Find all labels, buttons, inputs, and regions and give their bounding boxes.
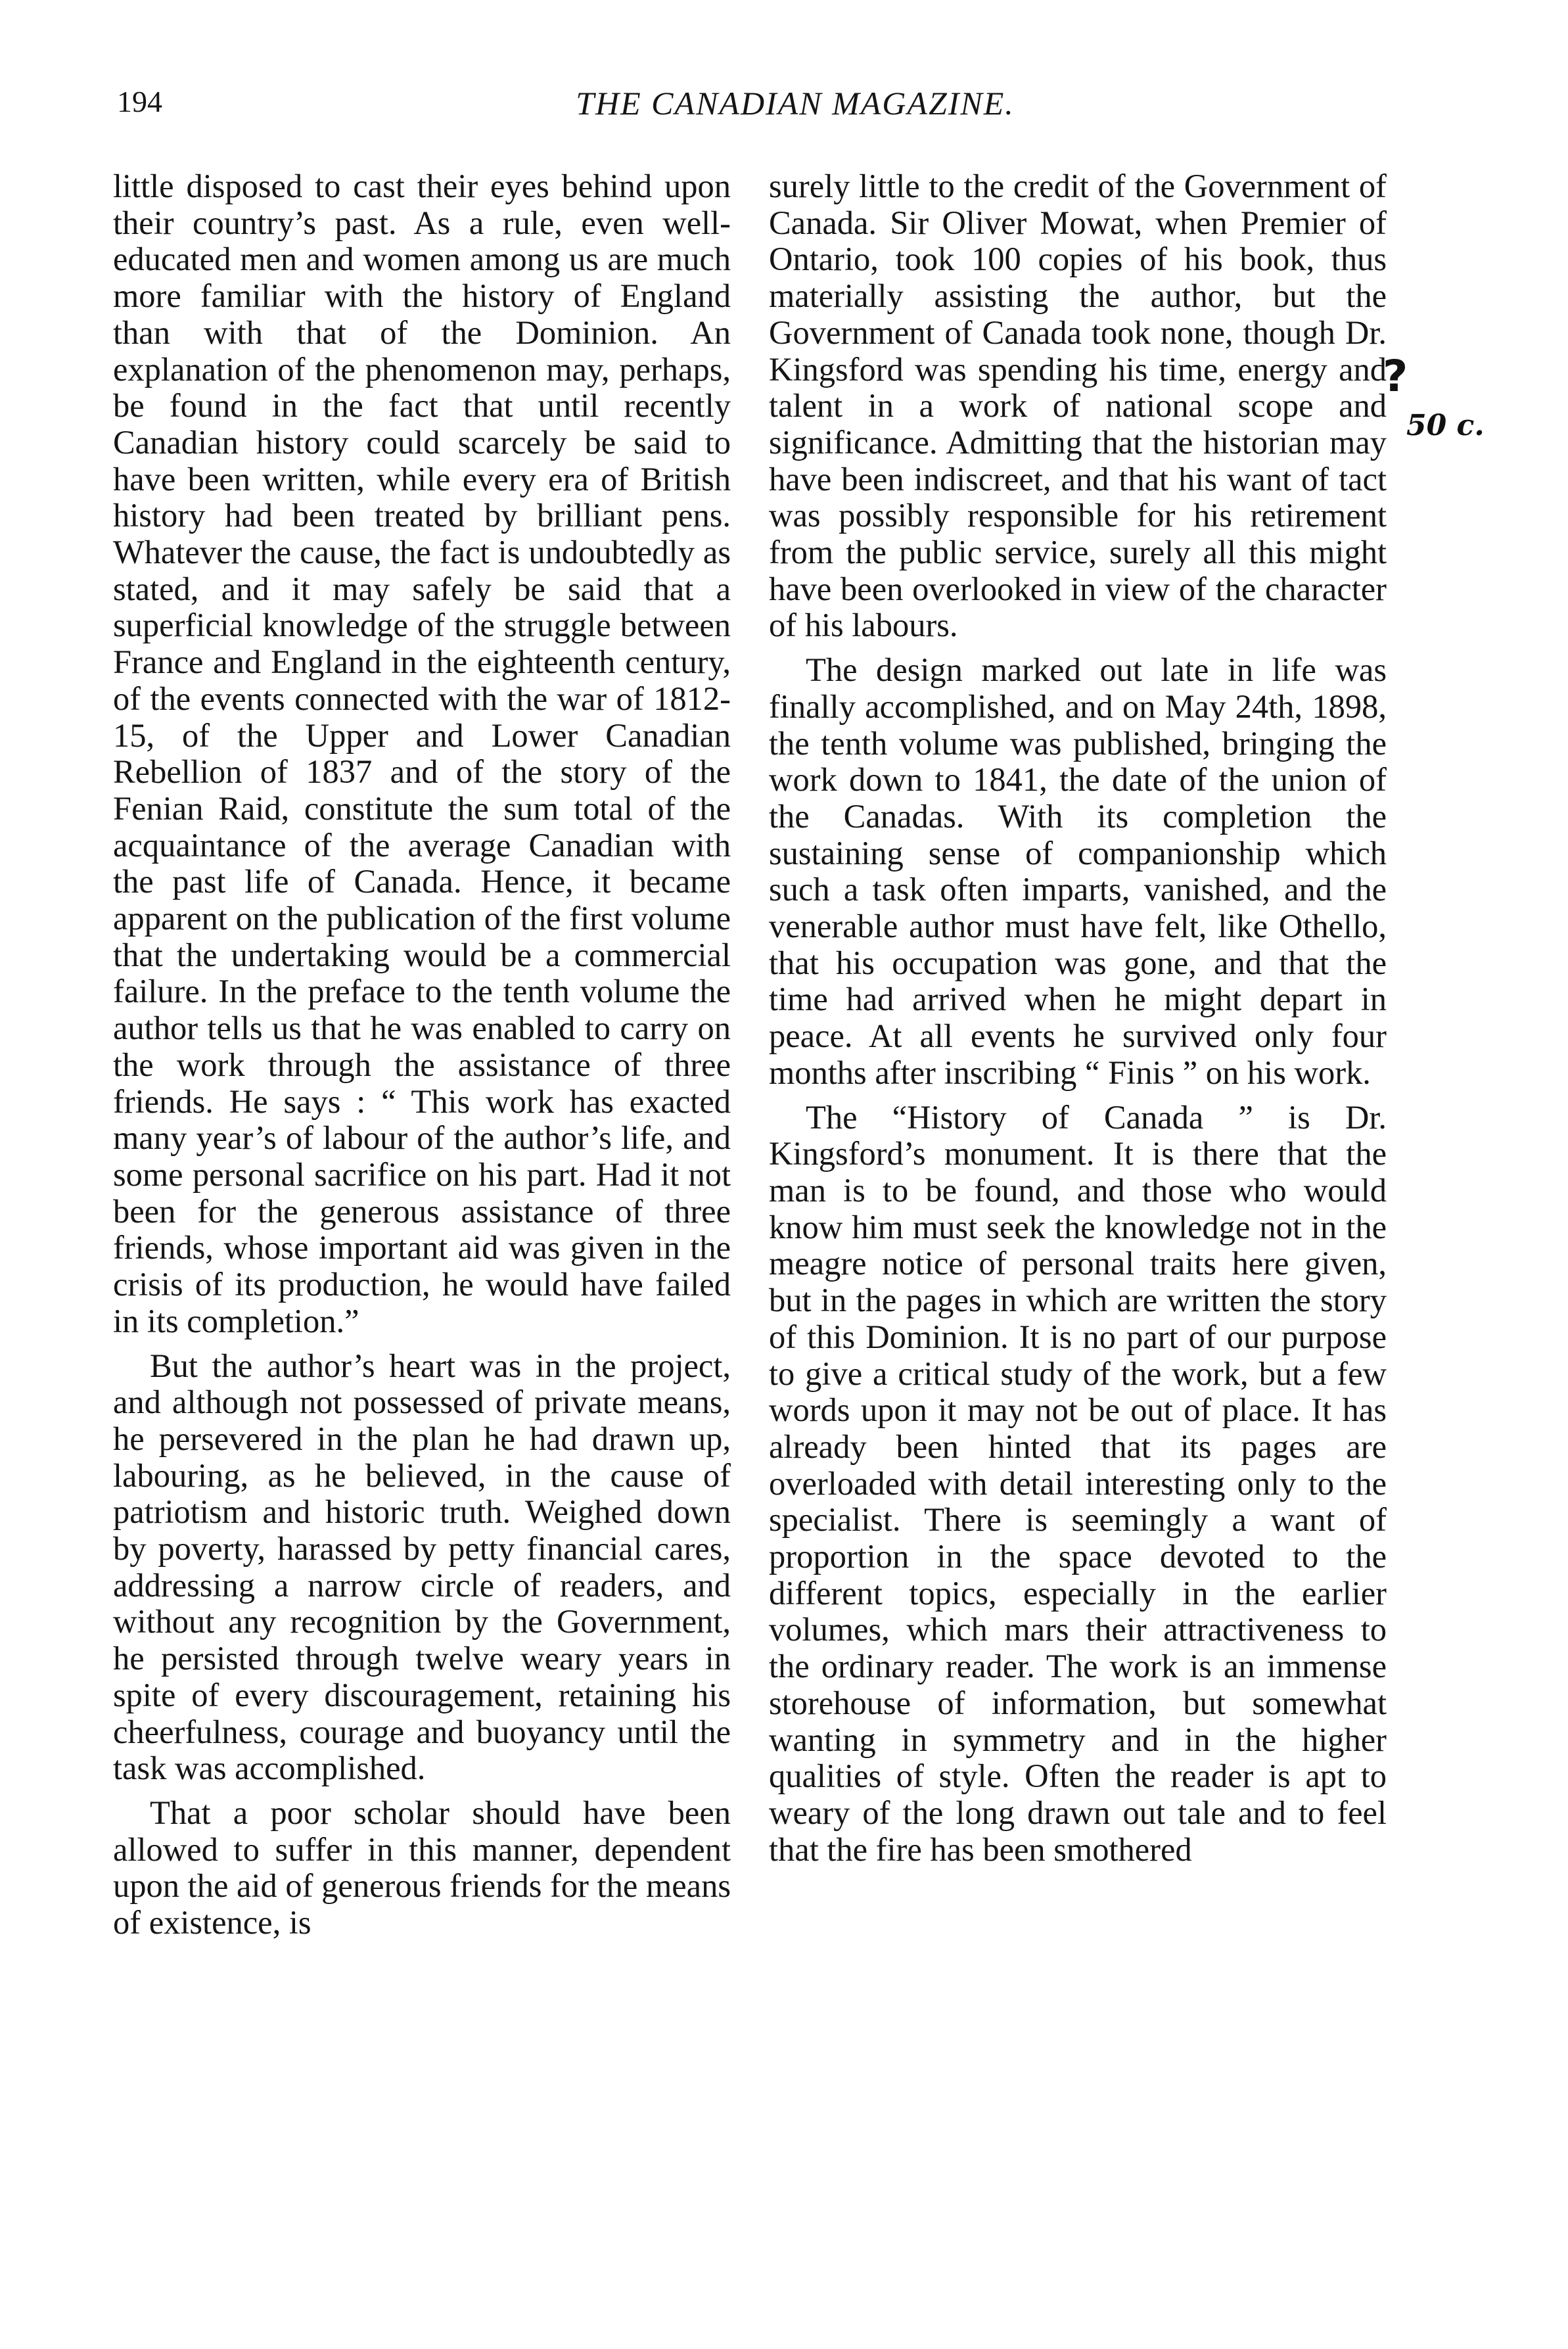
left-column (113, 168, 731, 1942)
handwritten-question-mark: ? (1383, 351, 1408, 402)
paragraph: surely little to the credit of the Government of Canada. Sir Oliver Mowat, when Premier of Ontario, took 100 copies of his book, thus materially assisting the author, but the Government of Canada took none, though Dr. Kingsford was spending his time, energy and talent in a work of national scope and significance. Admitting that the historian may have been indiscreet, and that his want of tact was possibly responsible for his retirement from the public service, surely all this might have been overlooked in view of the character of his labours. (769, 168, 1387, 644)
paragraph: The design marked out late in life was finally accomplished, and on May 24th, 1898, the tenth volume was published, bringing the work down to 1841, the date of the union of the Canadas. With its completion the sustaining sense of companionship which such a task often imparts, vanished, and the venerable author must have felt, like Othello, that his occupation was gone, and that the time had arrived when he might depart in peace. At all events he survived only four months after inscribing “ Finis ” on his work. (769, 651, 1387, 1091)
paragraph: The “History of Canada ” is Dr. Kingsford’s monument. It is there that the man is to be found, and those who would know him must seek the knowledge not in the meagre notice of personal traits here given, but in the pages in which are written the story of this Dominion. It is no part of our purpose to give a critical study of the work, but a few words upon it may not be out of place. It has already been hinted that its pages are overloaded with detail interesting only to the specialist. There is seemingly a want of proportion in the space devoted to the different topics, especially in the earlier volumes, which mars their attractiveness to the ordinary reader. The work is an immense storehouse of information, but somewhat wanting in symmetry and in the higher qualities of style. Often the reader is apt to weary of the long drawn out tale and to feel that the fire has been smothered (769, 1098, 1387, 1868)
paragraph: little disposed to cast their eyes behind upon their country’s past. As a rule, even well-educated men and women among us are much more familiar with the history of England than with that of the Dominion. An explanation of the phenomenon may, perhaps, be found in the fact that until recently Canadian history could scarcely be said to have been written, while every era of British history had been treated by brilliant pens. Whatever the cause, the fact is undoubtedly as stated, and it may safely be said that a superficial knowledge of the struggle between France and England in the eighteenth century, of the events connected with the war of 1812-15, of the Upper and Lower Canadian Rebellion of 1837 and of the story of the Fenian Raid, constitute the sum total of the acquaintance of the average Canadian with the past life of Canada. Hence, it became apparent on the publication of the first volume that the undertaking would be a commercial failure. In the preface to the tenth volume the author tells us that he was enabled to carry on the work through the assistance of three friends. He says : “ This work has exacted many year’s of labour of the author’s life, and some personal sacrifice on his part. Had it not been for the generous assistance of three friends, whose important aid was given in the crisis of its production, he would have failed in its completion.” (113, 168, 731, 1339)
right-column (769, 168, 1387, 1868)
paragraph: But the author’s heart was in the project, and although not possessed of private means, he persevered in the plan he had drawn up, labouring, as he believed, in the cause of patriotism and historic truth. Weighed down by poverty, harassed by petty financial cares, addressing a narrow circle of readers, and without any recognition by the Government, he persisted through twelve weary years in spite of every discouragement, retaining his cheerfulness, courage and buoyancy until the task was accomplished. (113, 1347, 731, 1787)
page-number: 194 (117, 85, 162, 118)
handwritten-price-note: 50 c. (1406, 409, 1485, 442)
running-head: THE CANADIAN MAGAZINE. (576, 85, 1015, 122)
paragraph: That a poor scholar should have been allowed to suffer in this manner, dependent upon the aid of generous friends for the means of existence, is (113, 1794, 731, 1942)
